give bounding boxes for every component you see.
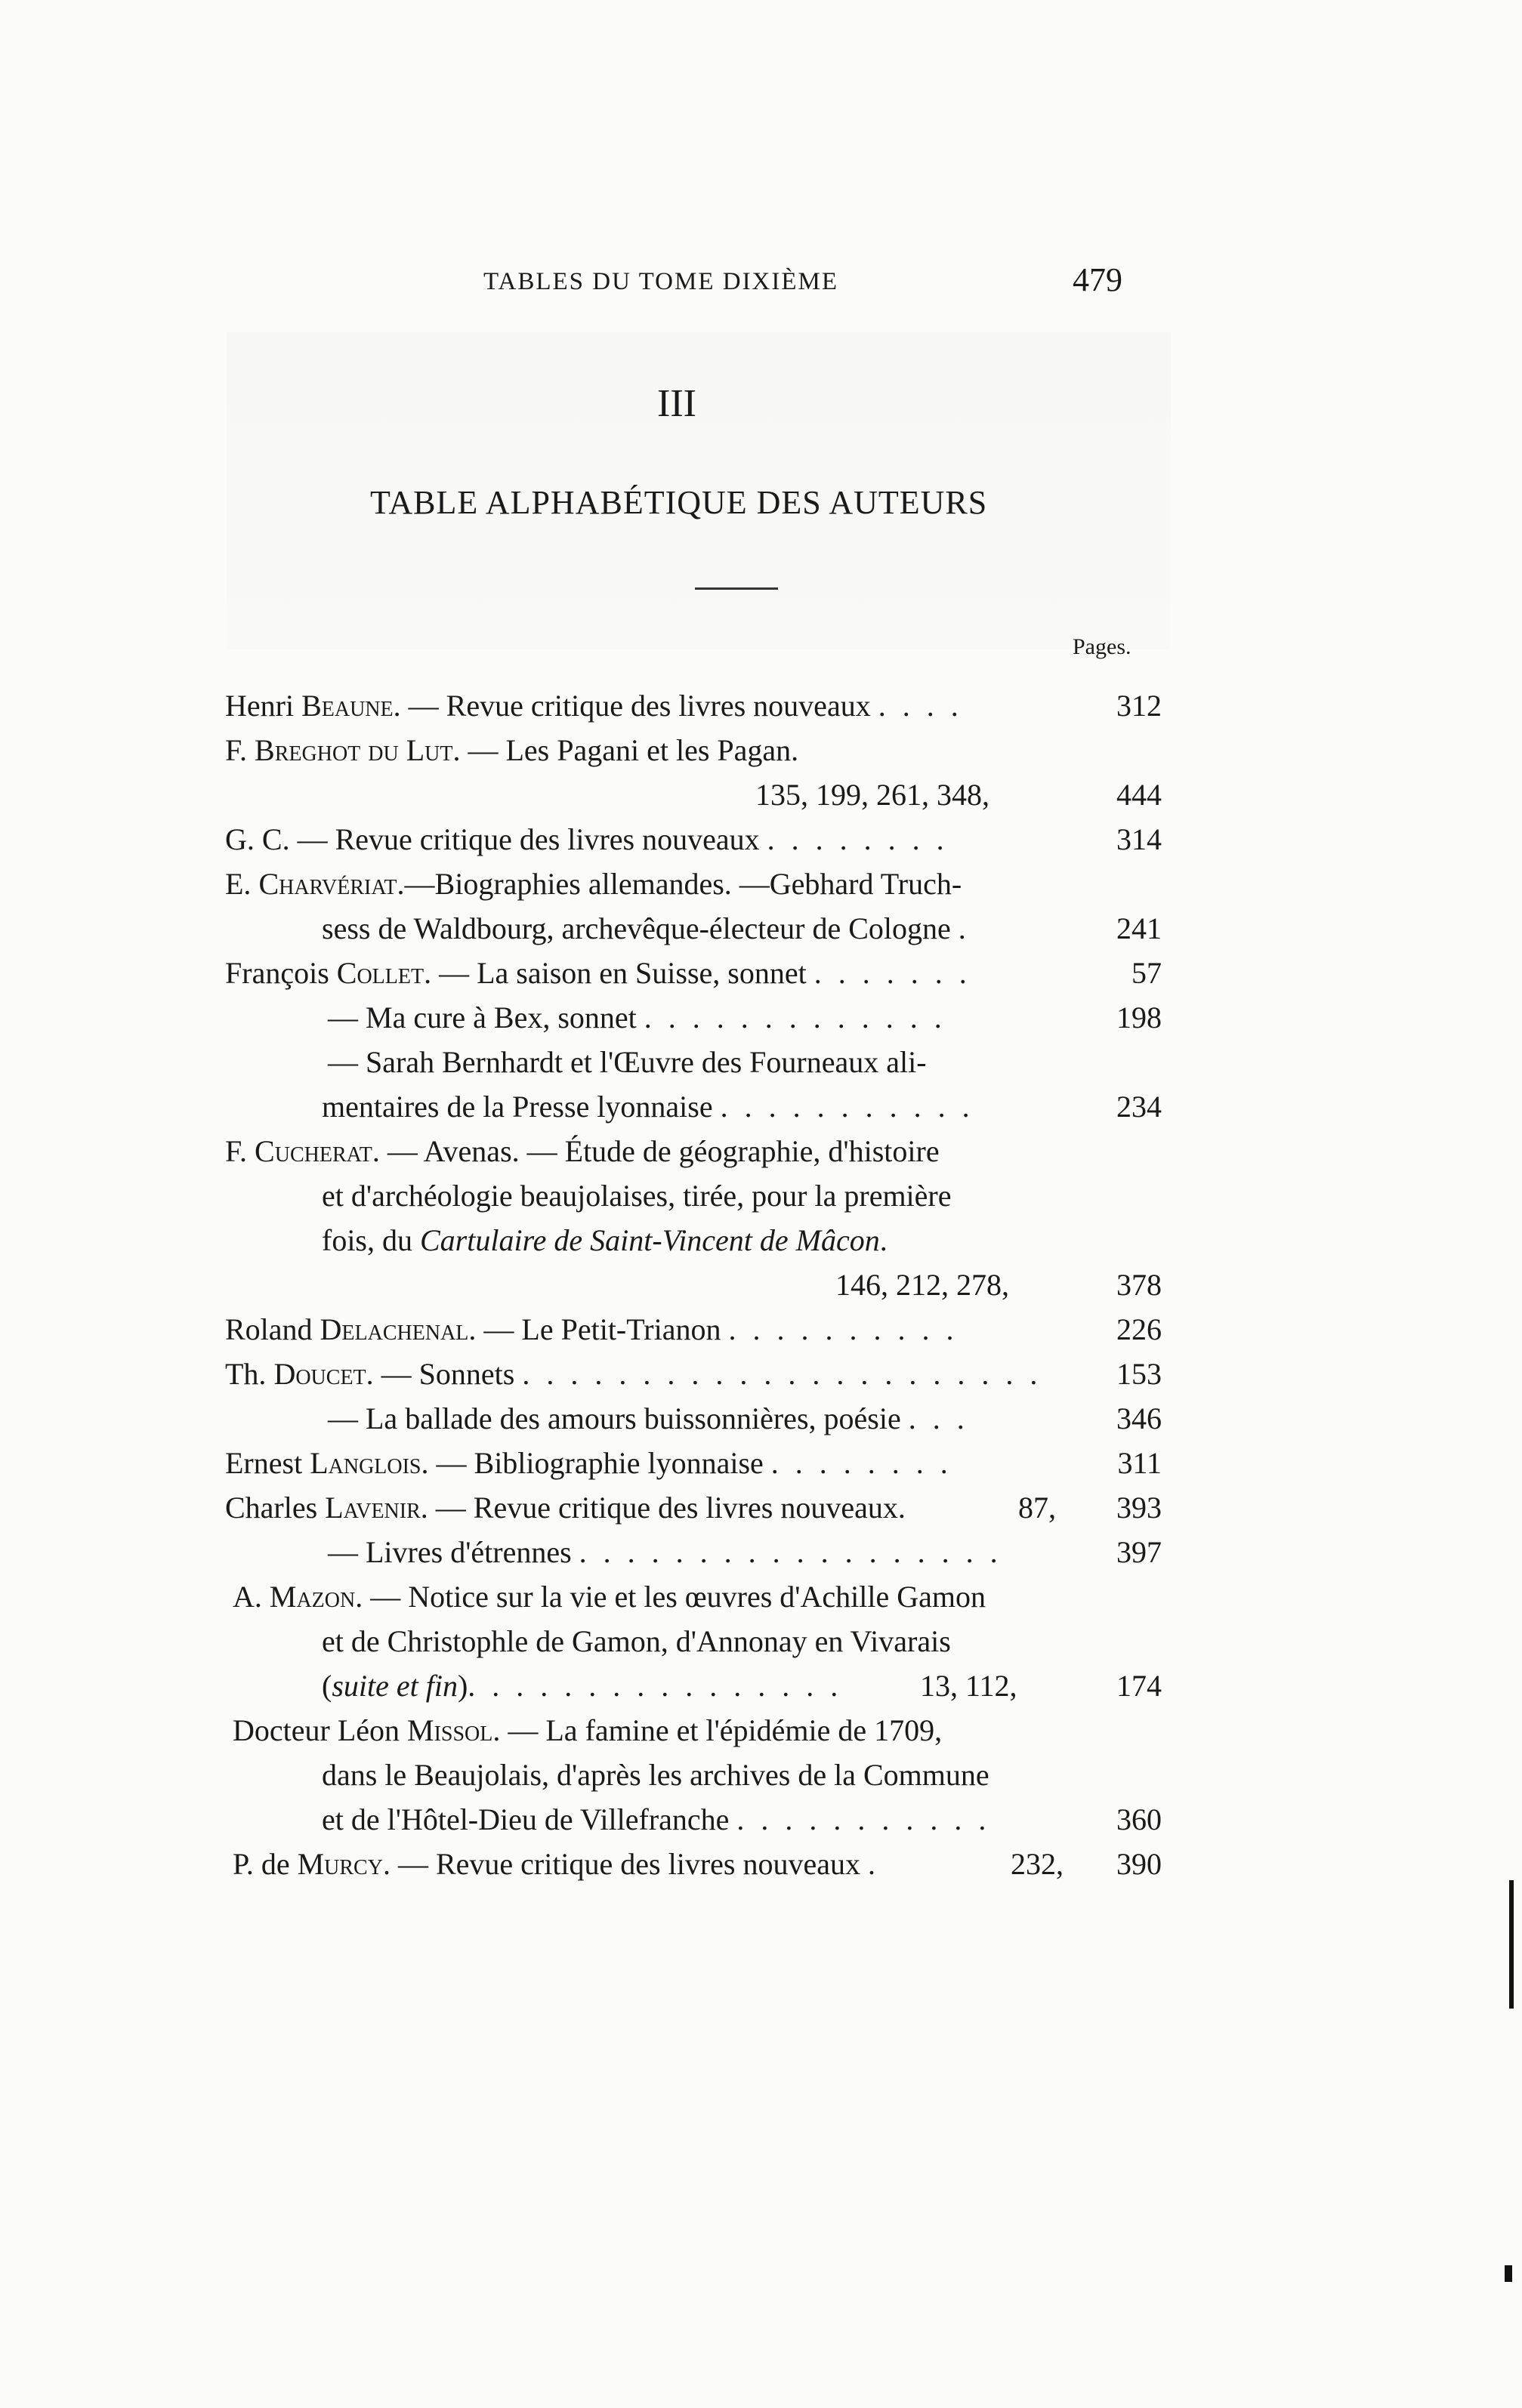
index-entry [225, 1530, 1162, 1574]
index-entry-continuation [225, 906, 1162, 951]
index-entry [225, 862, 1162, 906]
entry-title-cont: et de l'Hôtel-Dieu de Villefranche [322, 1802, 730, 1836]
index-entry-continuation [225, 1084, 1162, 1129]
entry-page: 241 [1116, 911, 1162, 945]
index-entry [225, 1842, 1162, 1886]
entry-title-cont: . [879, 1223, 888, 1257]
title-rule [695, 587, 778, 590]
entry-page: 234 [1116, 1090, 1162, 1124]
entry-title: . — Bibliographie lyonnaise [421, 1446, 764, 1480]
leader-dots: . . . . . . . . [767, 822, 949, 856]
author-index [225, 683, 1162, 1886]
author-forename: Ernest [225, 1446, 303, 1480]
section-number: III [657, 382, 696, 425]
author-surname: Missol [407, 1713, 493, 1747]
author-surname: Langlois [310, 1446, 421, 1480]
author-forename: F. [225, 1134, 248, 1168]
entry-title-cont: ) [457, 1669, 468, 1703]
index-entry-continuation [225, 1753, 1162, 1797]
entry-title: . — Revue critique des livres nouveaux [382, 1847, 860, 1881]
entry-pages: 13, 112, [920, 1669, 1017, 1703]
running-header: TABLES DU TOME DIXIÈME [483, 268, 839, 295]
leader-dots: . . . . . . . . [770, 1446, 952, 1480]
index-entry-continuation [225, 1797, 1162, 1842]
entry-title-cont: et de Christophle de Gamon, d'Annonay en Vivarais [322, 1624, 951, 1658]
author-forename: F. [225, 733, 248, 767]
entry-page: 360 [1116, 1802, 1162, 1836]
leader-dots: . . . . . . . . . . . . . . . . [468, 1669, 843, 1703]
entry-title-cont: mentaires de la Presse lyonnaise [322, 1090, 713, 1124]
entry-page: 444 [1116, 778, 1162, 812]
entry-title: — Revue critique des livres nouveaux [289, 822, 760, 856]
entry-page: 312 [1116, 689, 1162, 723]
author-forename: A. [233, 1580, 262, 1614]
entry-title: — Livres d'étrennes [328, 1535, 572, 1569]
index-entry [225, 1129, 1162, 1173]
index-entry [225, 817, 1162, 862]
leader-dots: . . . . . . . . . . . [720, 1090, 974, 1124]
index-entry [225, 1307, 1162, 1352]
index-entry [225, 1040, 1162, 1084]
entry-title: . — La famine et l'épidémie de 1709, [492, 1713, 943, 1747]
entry-title-cont: ( [322, 1669, 332, 1703]
leader-dots: . . . . . . . . . . . . . . . . . . [579, 1535, 1002, 1569]
pages-column-label: Pages. [1073, 634, 1131, 659]
author-surname: Collet [336, 956, 424, 990]
entry-title: — Sarah Bernhardt et l'Œuvre des Fourneaux ali- [328, 1045, 927, 1079]
page-number: 479 [1073, 261, 1122, 298]
entry-page: 397 [1116, 1535, 1162, 1569]
index-entry [225, 951, 1162, 995]
leader-dots: . . . . [878, 689, 963, 723]
entry-page: 226 [1116, 1312, 1162, 1346]
author-surname: Mazon [269, 1580, 356, 1614]
leader-dots: . [868, 1847, 880, 1881]
entry-page: 314 [1116, 822, 1162, 856]
author-surname: Beaune [301, 689, 394, 723]
entry-page: 346 [1116, 1401, 1162, 1435]
author-surname: Cucherat [255, 1134, 372, 1168]
author-surname: Murcy [297, 1847, 383, 1881]
entry-page: 57 [1131, 956, 1162, 990]
entry-title-italic: Cartulaire de Saint-Vincent de Mâcon [420, 1223, 880, 1257]
index-entry-continuation [225, 1663, 1162, 1708]
author-forename: P. de [233, 1847, 290, 1881]
entry-page: 378 [1116, 1268, 1162, 1302]
index-entry [225, 1708, 1162, 1753]
author-forename: Th. [225, 1357, 267, 1391]
entry-title-cont: et d'archéologie beaujolaises, tirée, pour la première [322, 1179, 952, 1213]
leader-dots: . . . [908, 1401, 969, 1435]
index-entry [225, 683, 1162, 728]
author-forename: Henri [225, 689, 295, 723]
index-entry [225, 995, 1162, 1040]
entry-title-italic: suite et fin [332, 1669, 458, 1703]
author-surname: Delachenal [320, 1312, 469, 1346]
index-entry [225, 728, 1162, 772]
author-forename: Charles [225, 1491, 318, 1525]
entry-pages: 135, 199, 261, 348, [755, 778, 989, 812]
entry-title: . — Revue critique des livres nouveaux. [420, 1491, 906, 1525]
entry-title: .—Biographies allemandes. —Gebhard Truch- [397, 867, 962, 901]
index-entry-continuation [225, 1619, 1162, 1663]
entry-pages: 87, [1018, 1491, 1056, 1525]
entry-page: 390 [1116, 1847, 1162, 1881]
entry-title: — La ballade des amours buissonnières, poésie [328, 1401, 901, 1435]
entry-page: 153 [1116, 1357, 1162, 1391]
author-forename: Docteur Léon [233, 1713, 400, 1747]
author-surname: Charvériat [258, 867, 397, 901]
leader-dots: . . . . . . . [813, 956, 971, 990]
leader-dots: . . . . . . . . . . . . . [644, 1001, 946, 1034]
author-forename: G. C. [225, 822, 290, 856]
entry-page: 311 [1117, 1446, 1162, 1480]
index-entry [225, 1441, 1162, 1485]
index-entry [225, 1574, 1162, 1619]
entry-pages: 146, 212, 278, [835, 1268, 1009, 1302]
index-entry-continuation [225, 1173, 1162, 1218]
leader-dots: . . . . . . . . . . [728, 1312, 959, 1346]
author-surname: Doucet [273, 1357, 366, 1391]
entry-title: — Ma cure à Bex, sonnet [328, 1001, 637, 1034]
index-entry [225, 1485, 1162, 1530]
index-entry [225, 1352, 1162, 1396]
entry-title: . — Revue critique des livres nouveaux [393, 689, 871, 723]
index-entry-continuation [225, 1263, 1162, 1307]
entry-title: . — La saison en Suisse, sonnet [424, 956, 807, 990]
author-surname: Breghot du Lut [255, 733, 453, 767]
leader-dots: . . . . . . . . . . . [736, 1802, 991, 1836]
author-forename: François [225, 956, 329, 990]
scan-edge-mark [1509, 1880, 1514, 2009]
entry-title: . — Les Pagani et les Pagan. [452, 733, 799, 767]
entry-title-cont: dans le Beaujolais, d'après les archives de la Commune [322, 1758, 989, 1792]
entry-pages: 232, [1011, 1847, 1064, 1881]
index-entry-continuation [225, 1218, 1162, 1263]
entry-title: . — Le Petit-Trianon [468, 1312, 721, 1346]
scan-edge-mark [1505, 2265, 1512, 2282]
entry-page: 198 [1116, 1001, 1162, 1034]
index-entry [225, 1396, 1162, 1441]
entry-title-cont: fois, du [322, 1223, 420, 1257]
leader-dots: . . . . . . . . . . . . . . . . . . . . . . [522, 1357, 1042, 1391]
author-surname: Lavenir [325, 1491, 421, 1525]
entry-page: 393 [1116, 1491, 1162, 1525]
leader-dots: . [958, 911, 971, 945]
entry-page: 174 [1116, 1669, 1162, 1703]
author-forename: E. [225, 867, 252, 901]
entry-title-cont: sess de Waldbourg, archevêque-électeur de Cologne [322, 911, 951, 945]
author-forename: Roland [225, 1312, 313, 1346]
entry-title: . — Sonnets [366, 1357, 515, 1391]
section-title: TABLE ALPHABÉTIQUE DES AUTEURS [370, 484, 988, 521]
entry-title: . — Avenas. — Étude de géographie, d'histoire [372, 1134, 940, 1168]
entry-title: . — Notice sur la vie et les œuvres d'Achille Gamon [355, 1580, 986, 1614]
index-entry-continuation [225, 772, 1162, 817]
